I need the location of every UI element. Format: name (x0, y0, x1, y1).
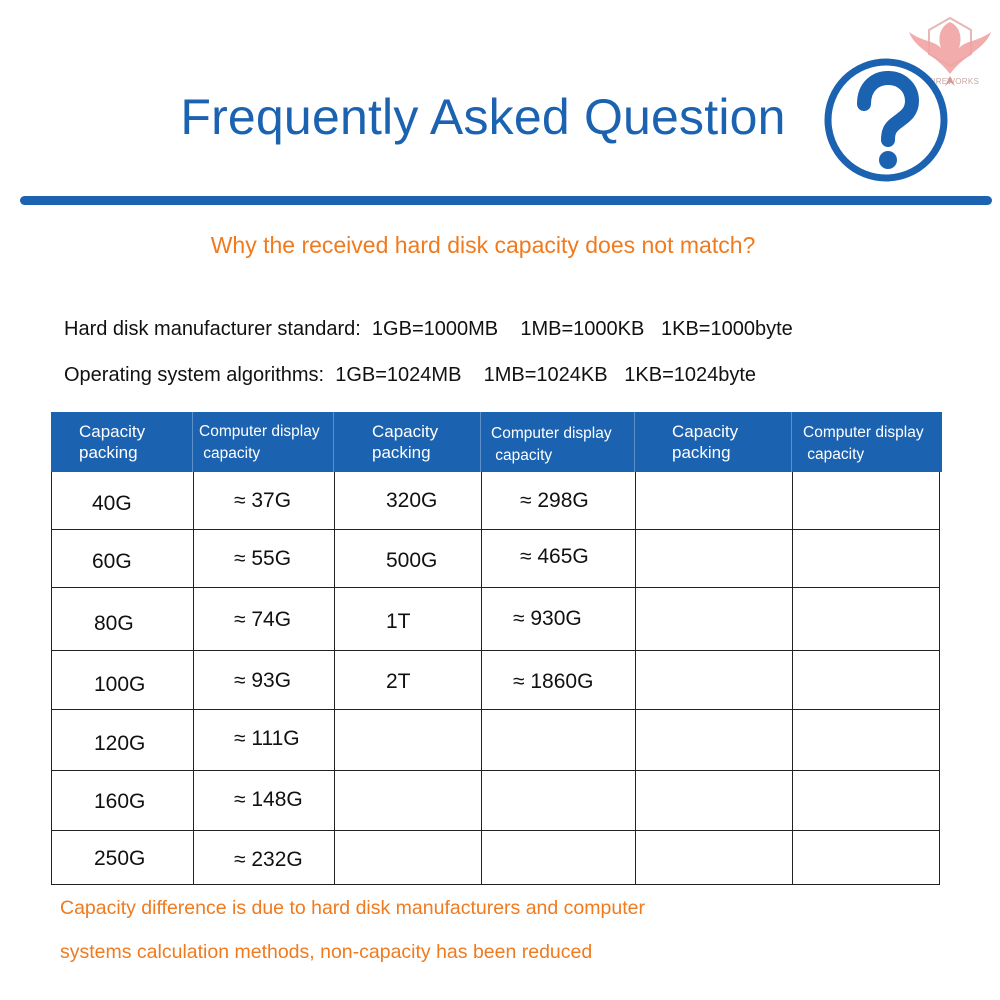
header-computer-display: Computer display capacity (193, 412, 334, 472)
capacity-cell: 160G (94, 790, 146, 813)
capacity-cell: 60G (92, 550, 132, 573)
capacity-cell: 80G (94, 612, 134, 635)
capacity-cell: 250G (94, 847, 146, 870)
capacity-cell: 500G (386, 549, 438, 572)
table-row (52, 472, 940, 530)
question-circle-icon (822, 56, 950, 184)
header-capacity-packing: Capacity packing (334, 412, 481, 472)
display-cell: ≈ 1860G (513, 670, 594, 693)
capacity-table (51, 412, 942, 885)
capacity-cell: 1T (386, 610, 411, 633)
capacity-cell: 320G (386, 489, 438, 512)
table-header (51, 412, 942, 472)
divider-bar (20, 196, 992, 205)
display-cell: ≈ 298G (520, 489, 589, 512)
os-standard: Operating system algorithms: 1GB=1024MB 1MB=1024KB 1KB=1024byte (64, 364, 757, 386)
footnote-line-1: Capacity difference is due to hard disk manufacturers and computer (60, 897, 645, 919)
display-cell: ≈ 93G (234, 669, 292, 692)
manufacturer-standard: Hard disk manufacturer standard: 1GB=1000MB 1MB=1000KB 1KB=1000byte (64, 318, 793, 340)
header-computer-display: Computer display capacity (803, 424, 924, 464)
header-capacity-packing: Capacity packing (635, 412, 792, 472)
capacity-cell: 120G (94, 732, 146, 755)
header-capacity-packing: Capacity packing (51, 412, 193, 472)
header-computer-display: Computer display capacity (481, 412, 635, 472)
display-cell: ≈ 232G (234, 848, 303, 871)
display-cell: ≈ 111G (234, 727, 300, 750)
display-cell: ≈ 930G (513, 607, 582, 630)
logo-text: FIREWORKS (928, 77, 980, 86)
capacity-cell: 40G (92, 492, 132, 515)
display-cell: ≈ 37G (234, 489, 292, 512)
table-row (52, 651, 940, 710)
display-cell: ≈ 74G (234, 608, 292, 631)
table-body (51, 472, 940, 885)
display-cell: ≈ 55G (234, 547, 292, 570)
table-row (52, 771, 940, 831)
display-cell: ≈ 148G (234, 788, 303, 811)
capacity-cell: 2T (386, 670, 411, 693)
table-row (52, 530, 940, 588)
capacity-cell: 100G (94, 673, 146, 696)
display-cell: ≈ 465G (520, 545, 589, 568)
table-row (52, 710, 940, 771)
table-row (52, 831, 940, 885)
faq-question: Why the received hard disk capacity does not match? (210, 232, 756, 258)
footnote-line-2: systems calculation methods, non-capacity has been reduced (60, 941, 593, 963)
page-title: Frequently Asked Question (180, 89, 786, 145)
table-row (52, 588, 940, 651)
